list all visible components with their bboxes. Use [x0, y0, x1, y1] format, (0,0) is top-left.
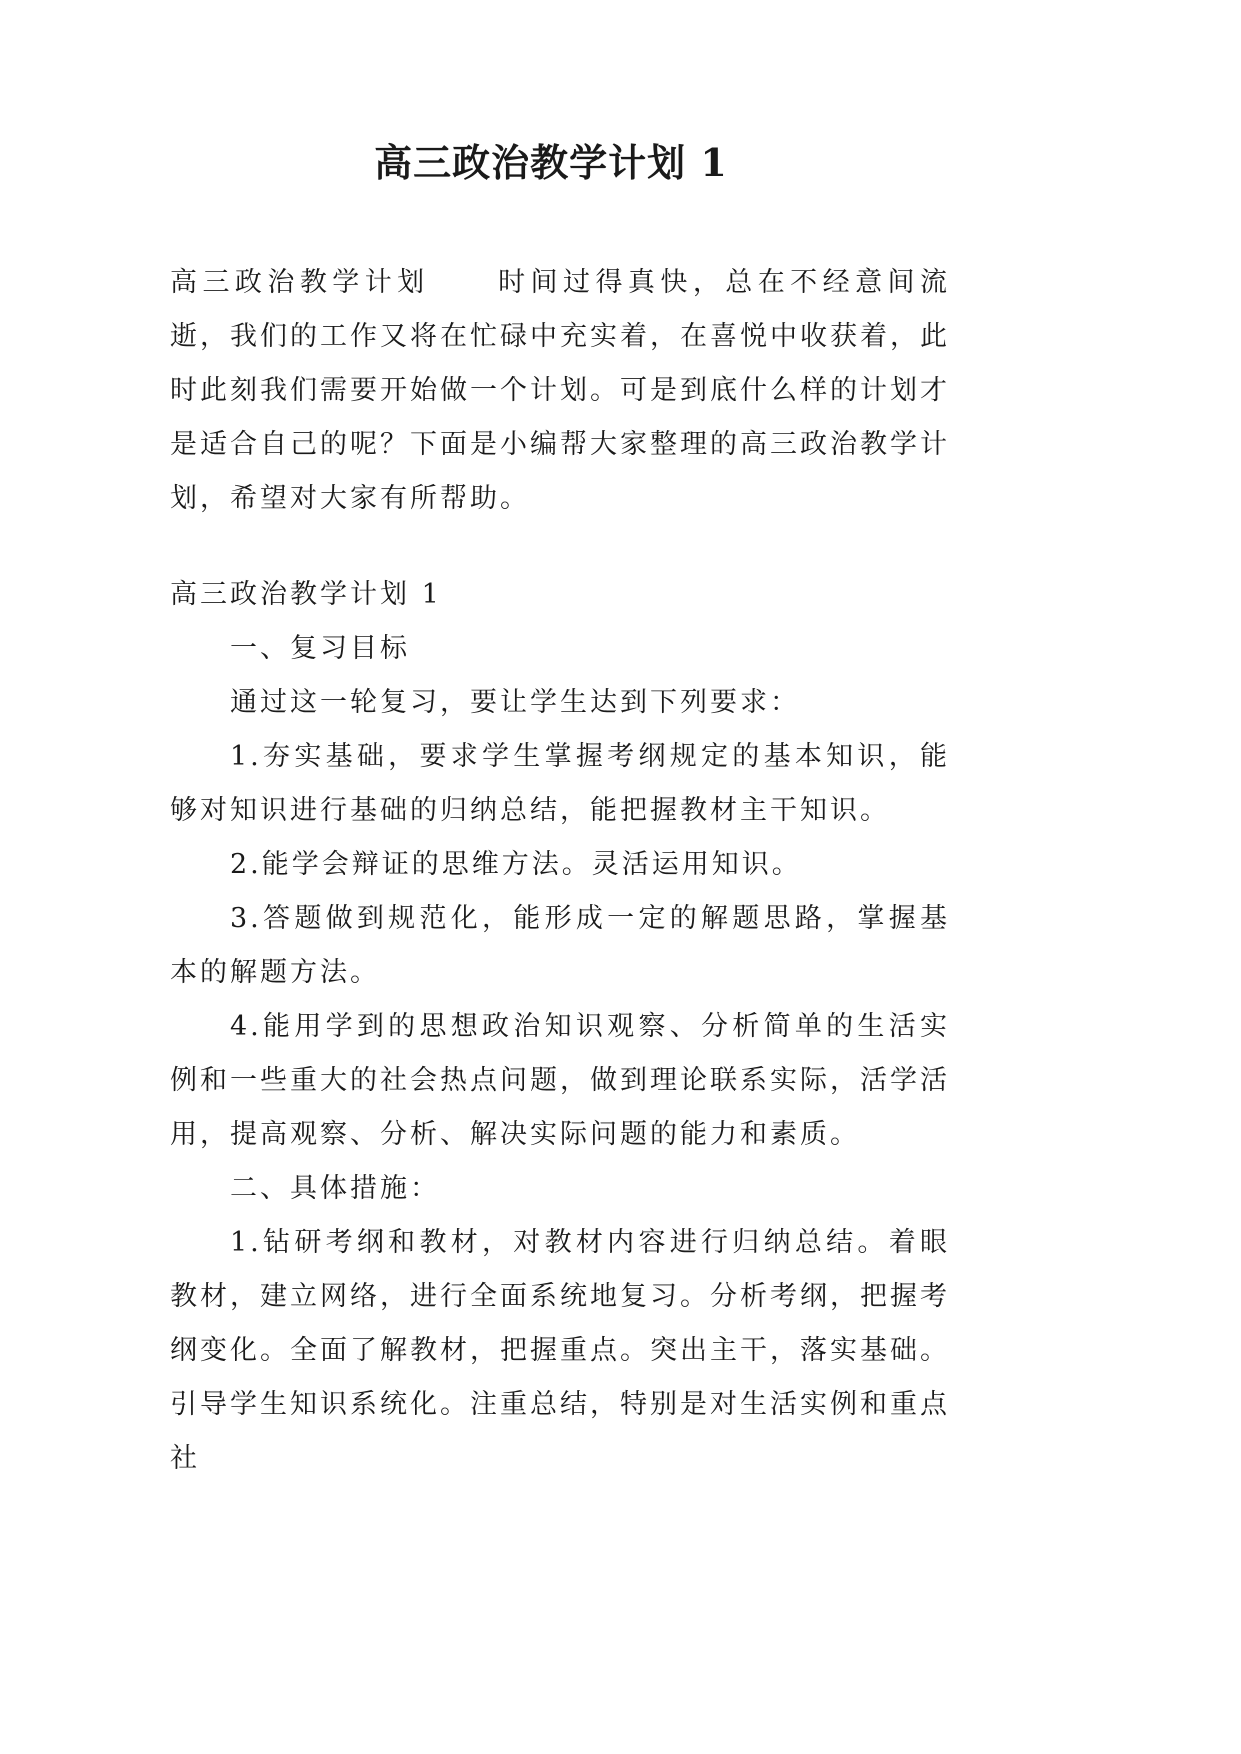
intro-text: 时间过得真快，总在不经意间流逝，我们的工作又将在忙碌中充实着，在喜悦中收获着，此时此刻我们需要开始做一个计划。可是到底什么样的计划才是适合自己的呢？下面是小编帮大家整理的高三政治教学计划，希望对大家有所帮助。 [170, 267, 951, 514]
heading-specific-measures: 二、具体措施： [230, 1173, 440, 1204]
section-heading: 高三政治教学计划 1 [170, 579, 442, 610]
document-title: 高三政治教学计划 1 [374, 140, 728, 185]
goal-item-2: 2.能学会辩证的思维方法。灵活运用知识。 [230, 849, 802, 880]
paragraph-requirements-intro: 通过这一轮复习，要让学生达到下列要求： [230, 687, 800, 718]
intro-paragraph [170, 256, 950, 526]
heading-review-goals: 一、复习目标 [230, 633, 410, 664]
goal-item-1: 1.夯实基础，要求学生掌握考纲规定的基本知识，能够对知识进行基础的归纳总结，能把握教材主干知识。 [170, 741, 950, 826]
goal-item-3: 3.答题做到规范化，能形成一定的解题思路，掌握基本的解题方法。 [170, 903, 950, 988]
main-content [170, 568, 950, 1486]
intro-label: 高三政治教学计划 [170, 267, 430, 298]
measure-item-1: 1.钻研考纲和教材，对教材内容进行归纳总结。着眼教材，建立网络，进行全面系统地复习。分析考纲，把握考纲变化。全面了解教材，把握重点。突出主干，落实基础。引导学生知识系统化。注重总结，特别是对生活实例和重点社 [170, 1227, 950, 1474]
goal-item-4: 4.能用学到的思想政治知识观察、分析简单的生活实例和一些重大的社会热点问题，做到理论联系实际，活学活用，提高观察、分析、解决实际问题的能力和素质。 [170, 1011, 950, 1150]
